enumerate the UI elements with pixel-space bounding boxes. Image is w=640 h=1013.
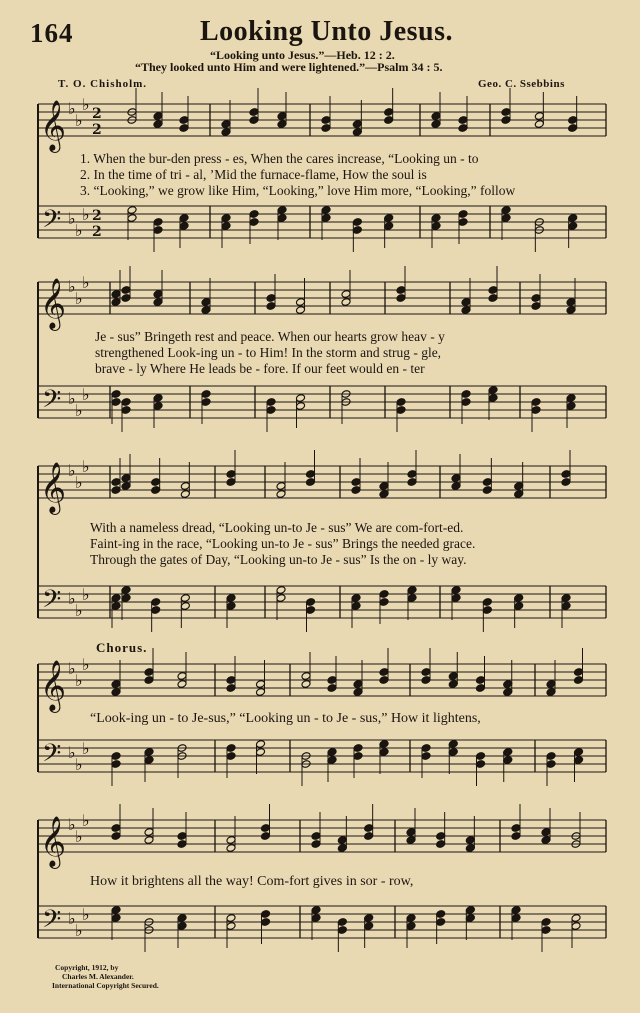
scripture-reference: “Looking unto Jesus.”—Heb. 12 : 2.: [210, 48, 395, 62]
copyright-line: Copyright, 1912, by: [55, 963, 119, 972]
flat-sign: ♭: [75, 221, 83, 240]
bass-clef: 𝄢: [42, 385, 62, 420]
flat-sign: ♭: [68, 209, 76, 228]
flat-sign: ♭: [82, 811, 90, 830]
lyric-line: With a nameless dread, “Looking un-to Je - sus” We are com-fort-ed.: [90, 520, 464, 535]
flat-sign: ♭: [75, 671, 83, 690]
flat-sign: ♭: [75, 473, 83, 492]
bass-staff: [38, 906, 606, 938]
lyric-line: 1. When the bur-den press - es, When the cares increase, “Looking un - to: [80, 151, 479, 166]
flat-sign: ♭: [82, 385, 90, 404]
scripture-reference: “They looked unto Him and were lightened.”—Psalm 34 : 5.: [135, 60, 443, 74]
flat-sign: ♭: [82, 739, 90, 758]
lyric-line: 3. “Looking,” we grow like Him, “Looking,” love Him more, “Looking,” follow: [80, 183, 516, 198]
lyric-line: How it brightens all the way! Com-fort gives in sor - row,: [90, 874, 414, 889]
time-signature: 2: [92, 208, 102, 224]
flat-sign: ♭: [68, 815, 76, 834]
bass-clef: 𝄢: [42, 905, 62, 940]
time-signature: 2: [92, 224, 102, 240]
treble-clef: 𝄞: [40, 816, 67, 867]
flat-sign: ♭: [75, 289, 83, 308]
flat-sign: ♭: [68, 99, 76, 118]
hymn-title: Looking Unto Jesus.: [200, 16, 454, 47]
time-signature: 2: [92, 122, 102, 138]
treble-clef: 𝄞: [40, 462, 67, 513]
treble-staff: [38, 820, 606, 852]
page-number: 164: [30, 18, 74, 48]
flat-sign: ♭: [68, 589, 76, 608]
lyric-line: brave - ly Where He leads be - fore. If our feet would en - ter: [95, 361, 425, 376]
flat-sign: ♭: [82, 205, 90, 224]
bass-clef: 𝄢: [42, 585, 62, 620]
bass-clef: 𝄢: [42, 739, 62, 774]
flat-sign: ♭: [82, 905, 90, 924]
flat-sign: ♭: [75, 401, 83, 420]
flat-sign: ♭: [68, 461, 76, 480]
flat-sign: ♭: [68, 743, 76, 762]
flat-sign: ♭: [68, 389, 76, 408]
flat-sign: ♭: [68, 909, 76, 928]
flat-sign: ♭: [75, 111, 83, 130]
lyric-line: Je - sus” Bringeth rest and peace. When our hearts grow heav - y: [95, 329, 445, 344]
time-signature: 2: [92, 106, 102, 122]
lyric-line: 2. In the time of tri - al, ’Mid the furnace-flame, How the soul is: [80, 167, 427, 182]
flat-sign: ♭: [82, 95, 90, 114]
lyric-line: Through the gates of Day, “Looking un-to Je - sus” Is the on - ly way.: [90, 552, 467, 567]
author-credit: T. O. Chisholm.: [58, 78, 148, 90]
treble-clef: 𝄞: [40, 100, 67, 151]
flat-sign: ♭: [82, 585, 90, 604]
lyric-line: strengthened Look-ing un - to Him! In the storm and strug - gle,: [95, 345, 442, 360]
composer-credit: Geo. C. Ssebbins: [478, 78, 565, 90]
flat-sign: ♭: [75, 601, 83, 620]
copyright-line: International Copyright Secured.: [52, 981, 159, 990]
flat-sign: ♭: [75, 827, 83, 846]
treble-clef: 𝄞: [40, 660, 67, 711]
flat-sign: ♭: [82, 273, 90, 292]
flat-sign: ♭: [68, 277, 76, 296]
bass-clef: 𝄢: [42, 205, 62, 240]
copyright-line: Charles M. Alexander.: [62, 972, 134, 981]
bass-staff: [38, 740, 606, 772]
flat-sign: ♭: [82, 457, 90, 476]
flat-sign: ♭: [68, 659, 76, 678]
flat-sign: ♭: [75, 921, 83, 940]
treble-staff: [38, 664, 606, 696]
flat-sign: ♭: [82, 655, 90, 674]
flat-sign: ♭: [75, 755, 83, 774]
lyric-line: Faint-ing in the race, “Looking un-to Je - sus” Brings the needed grace.: [90, 536, 476, 551]
chorus-label: Chorus.: [96, 640, 148, 655]
treble-clef: 𝄞: [40, 278, 67, 329]
lyric-line: “Look-ing un - to Je-sus,” “Looking un - to Je - sus,” How it lightens,: [90, 711, 481, 726]
